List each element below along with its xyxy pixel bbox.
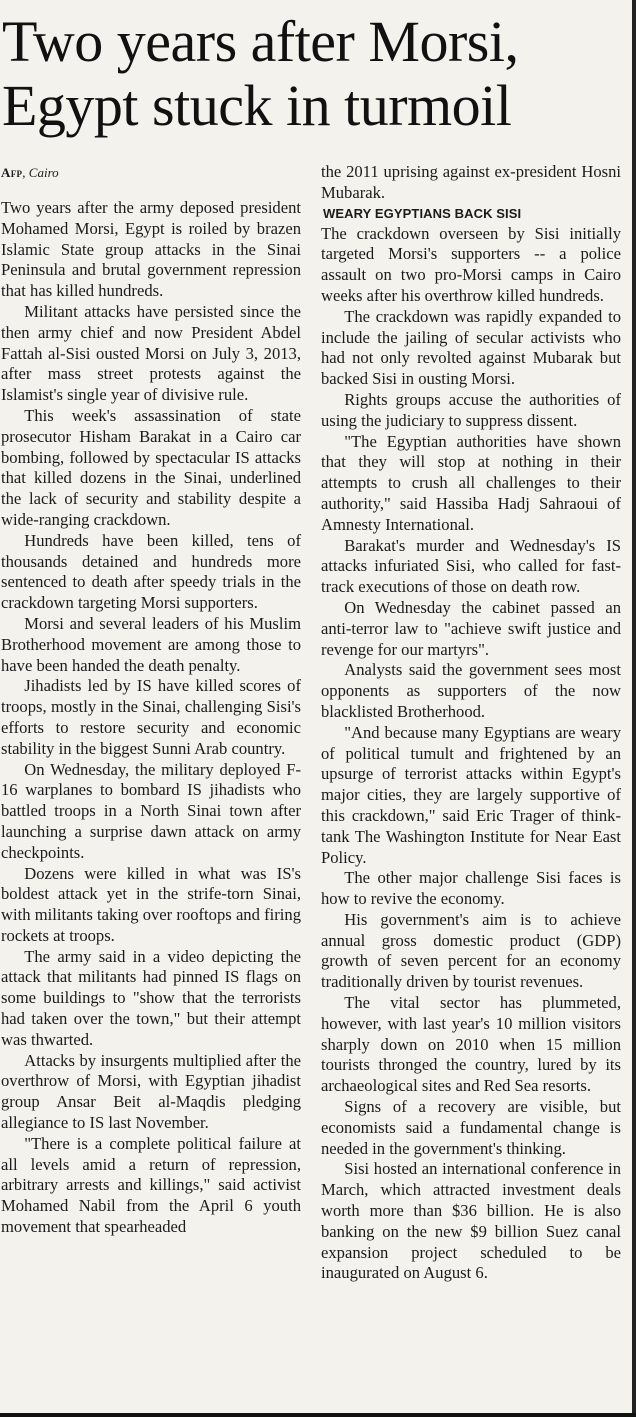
paragraph: Analysts said the government sees most opponents as supporters of the now blacklisted Brotherhood. bbox=[321, 660, 621, 721]
paragraph: On Wednesday the cabinet passed an anti-terror law to "achieve swift justice and revenge for our martyrs". bbox=[321, 597, 621, 659]
paragraph: Two years after the army deposed president Mohamed Morsi, Egypt is roiled by brazen Islamic State group attacks in the Sinai Peninsula and brutal government repression that has killed hundreds. bbox=[1, 198, 301, 301]
paragraph: Morsi and several leaders of his Muslim Brotherhood movement are among those to have been handed the death penalty. bbox=[1, 613, 301, 675]
page-edge-rule bbox=[632, 0, 636, 1417]
dateline: Afp, Cairo bbox=[1, 165, 59, 180]
paragraph: Militant attacks have persisted since the then army chief and now President Abdel Fattah al-Sisi ousted Morsi on July 3, 2013, after mass street protests against the Islamist's single year of divisive rule. bbox=[1, 301, 301, 405]
subheading: WEARY EGYPTIANS BACK SISI bbox=[323, 205, 522, 221]
paragraph: "And because many Egyptians are weary of political tumult and frightened by an upsurge of terrorist attacks within Egypt's major cities, they are largely supportive of this crackdown," said Eric Trager of think-tank The Washington Institute for Near East Policy. bbox=[321, 722, 621, 867]
paragraph: Attacks by insurgents multiplied after the overthrow of Morsi, with Egyptian jihadist group Ansar Beit al-Maqdis pledging allegiance to IS last November. bbox=[1, 1050, 301, 1133]
bottom-rule bbox=[0, 1413, 636, 1417]
right-column bbox=[321, 162, 621, 1284]
paragraph: Dozens were killed in what was IS's boldest attack yet in the strife-torn Sinai, with militants taking over rooftops and firing rockets at troops. bbox=[1, 863, 301, 945]
paragraph: "The Egyptian authorities have shown that they will stop at nothing in their attempts to crush all challenges to their authority," said Hassiba Hadj Sahraoui of Amnesty International. bbox=[321, 431, 621, 534]
paragraph: Sisi hosted an international conference in March, which attracted investment deals worth more than $36 billion. He is also banking on the new $9 billion Suez canal expansion project scheduled to be inaugurated on August 6. bbox=[321, 1159, 621, 1283]
paragraph: The vital sector has plummeted, however, with last year's 10 million visitors sharply down on 2010 when 15 million tourists thronged the country, lured by its archaeological sites and Red Sea resorts. bbox=[321, 993, 621, 1096]
paragraph: The army said in a video depicting the attack that militants had pinned IS flags on some buildings to "show that the terrorists had taken over the town," but their attempt was thwarted. bbox=[1, 946, 301, 1049]
left-column bbox=[1, 162, 301, 1238]
paragraph: This week's assassination of state prosecutor Hisham Barakat in a Cairo car bombing, followed by spectacular IS attacks that killed dozens in the Sinai, underlined the lack of security and stability despite a wide-ranging crackdown. bbox=[1, 405, 301, 529]
paragraph: The crackdown was rapidly expanded to include the jailing of secular activists who had not only revolted against Mubarak but backed Sisi in ousting Morsi. bbox=[321, 306, 621, 389]
paragraph: Signs of a recovery are visible, but economists said a fundamental change is needed in the government's thinking. bbox=[321, 1097, 621, 1158]
paragraph: "There is a complete political failure at all levels amid a return of repression, arbitrary arrests and killings," said activist Mohamed Nabil from the April 6 youth movement that spearheaded bbox=[1, 1133, 301, 1237]
paragraph: Rights groups accuse the authorities of using the judiciary to suppress dissent. bbox=[321, 389, 621, 430]
paragraph: Jihadists led by IS have killed scores of troops, mostly in the Sinai, challenging Sisi's efforts to restore security and economic stability in the biggest Sunni Arab country. bbox=[1, 676, 301, 758]
headline: Two years after Morsi, Egypt stuck in turmoil bbox=[2, 9, 519, 138]
paragraph-continued: the 2011 uprising against ex-president Hosni Mubarak. bbox=[321, 162, 621, 202]
paragraph: On Wednesday, the military deployed F-16 warplanes to bombard IS jihadists who battled troops in a North Sinai town after launching a surprise dawn attack on army checkpoints. bbox=[1, 759, 301, 862]
agency-credit: Afp bbox=[1, 165, 23, 180]
paragraph: Hundreds have been killed, tens of thousands detained and hundreds more sentenced to death after speedy trials in the crackdown targeting Morsi supporters. bbox=[1, 530, 301, 613]
dateline-city: Cairo bbox=[28, 165, 59, 180]
paragraph: His government's aim is to achieve annual gross domestic product (GDP) growth of seven percent for an economy traditionally driven by tourist revenues. bbox=[321, 909, 621, 992]
paragraph: The crackdown overseen by Sisi initially targeted Morsi's supporters -- a police assault on two pro-Morsi camps in Cairo weeks after his overthrow killed hundreds. bbox=[321, 223, 621, 305]
paragraph: The other major challenge Sisi faces is how to revive the economy. bbox=[321, 868, 621, 909]
paragraph: Barakat's murder and Wednesday's IS attacks infuriated Sisi, who called for fast-track executions of those on death row. bbox=[321, 535, 621, 597]
